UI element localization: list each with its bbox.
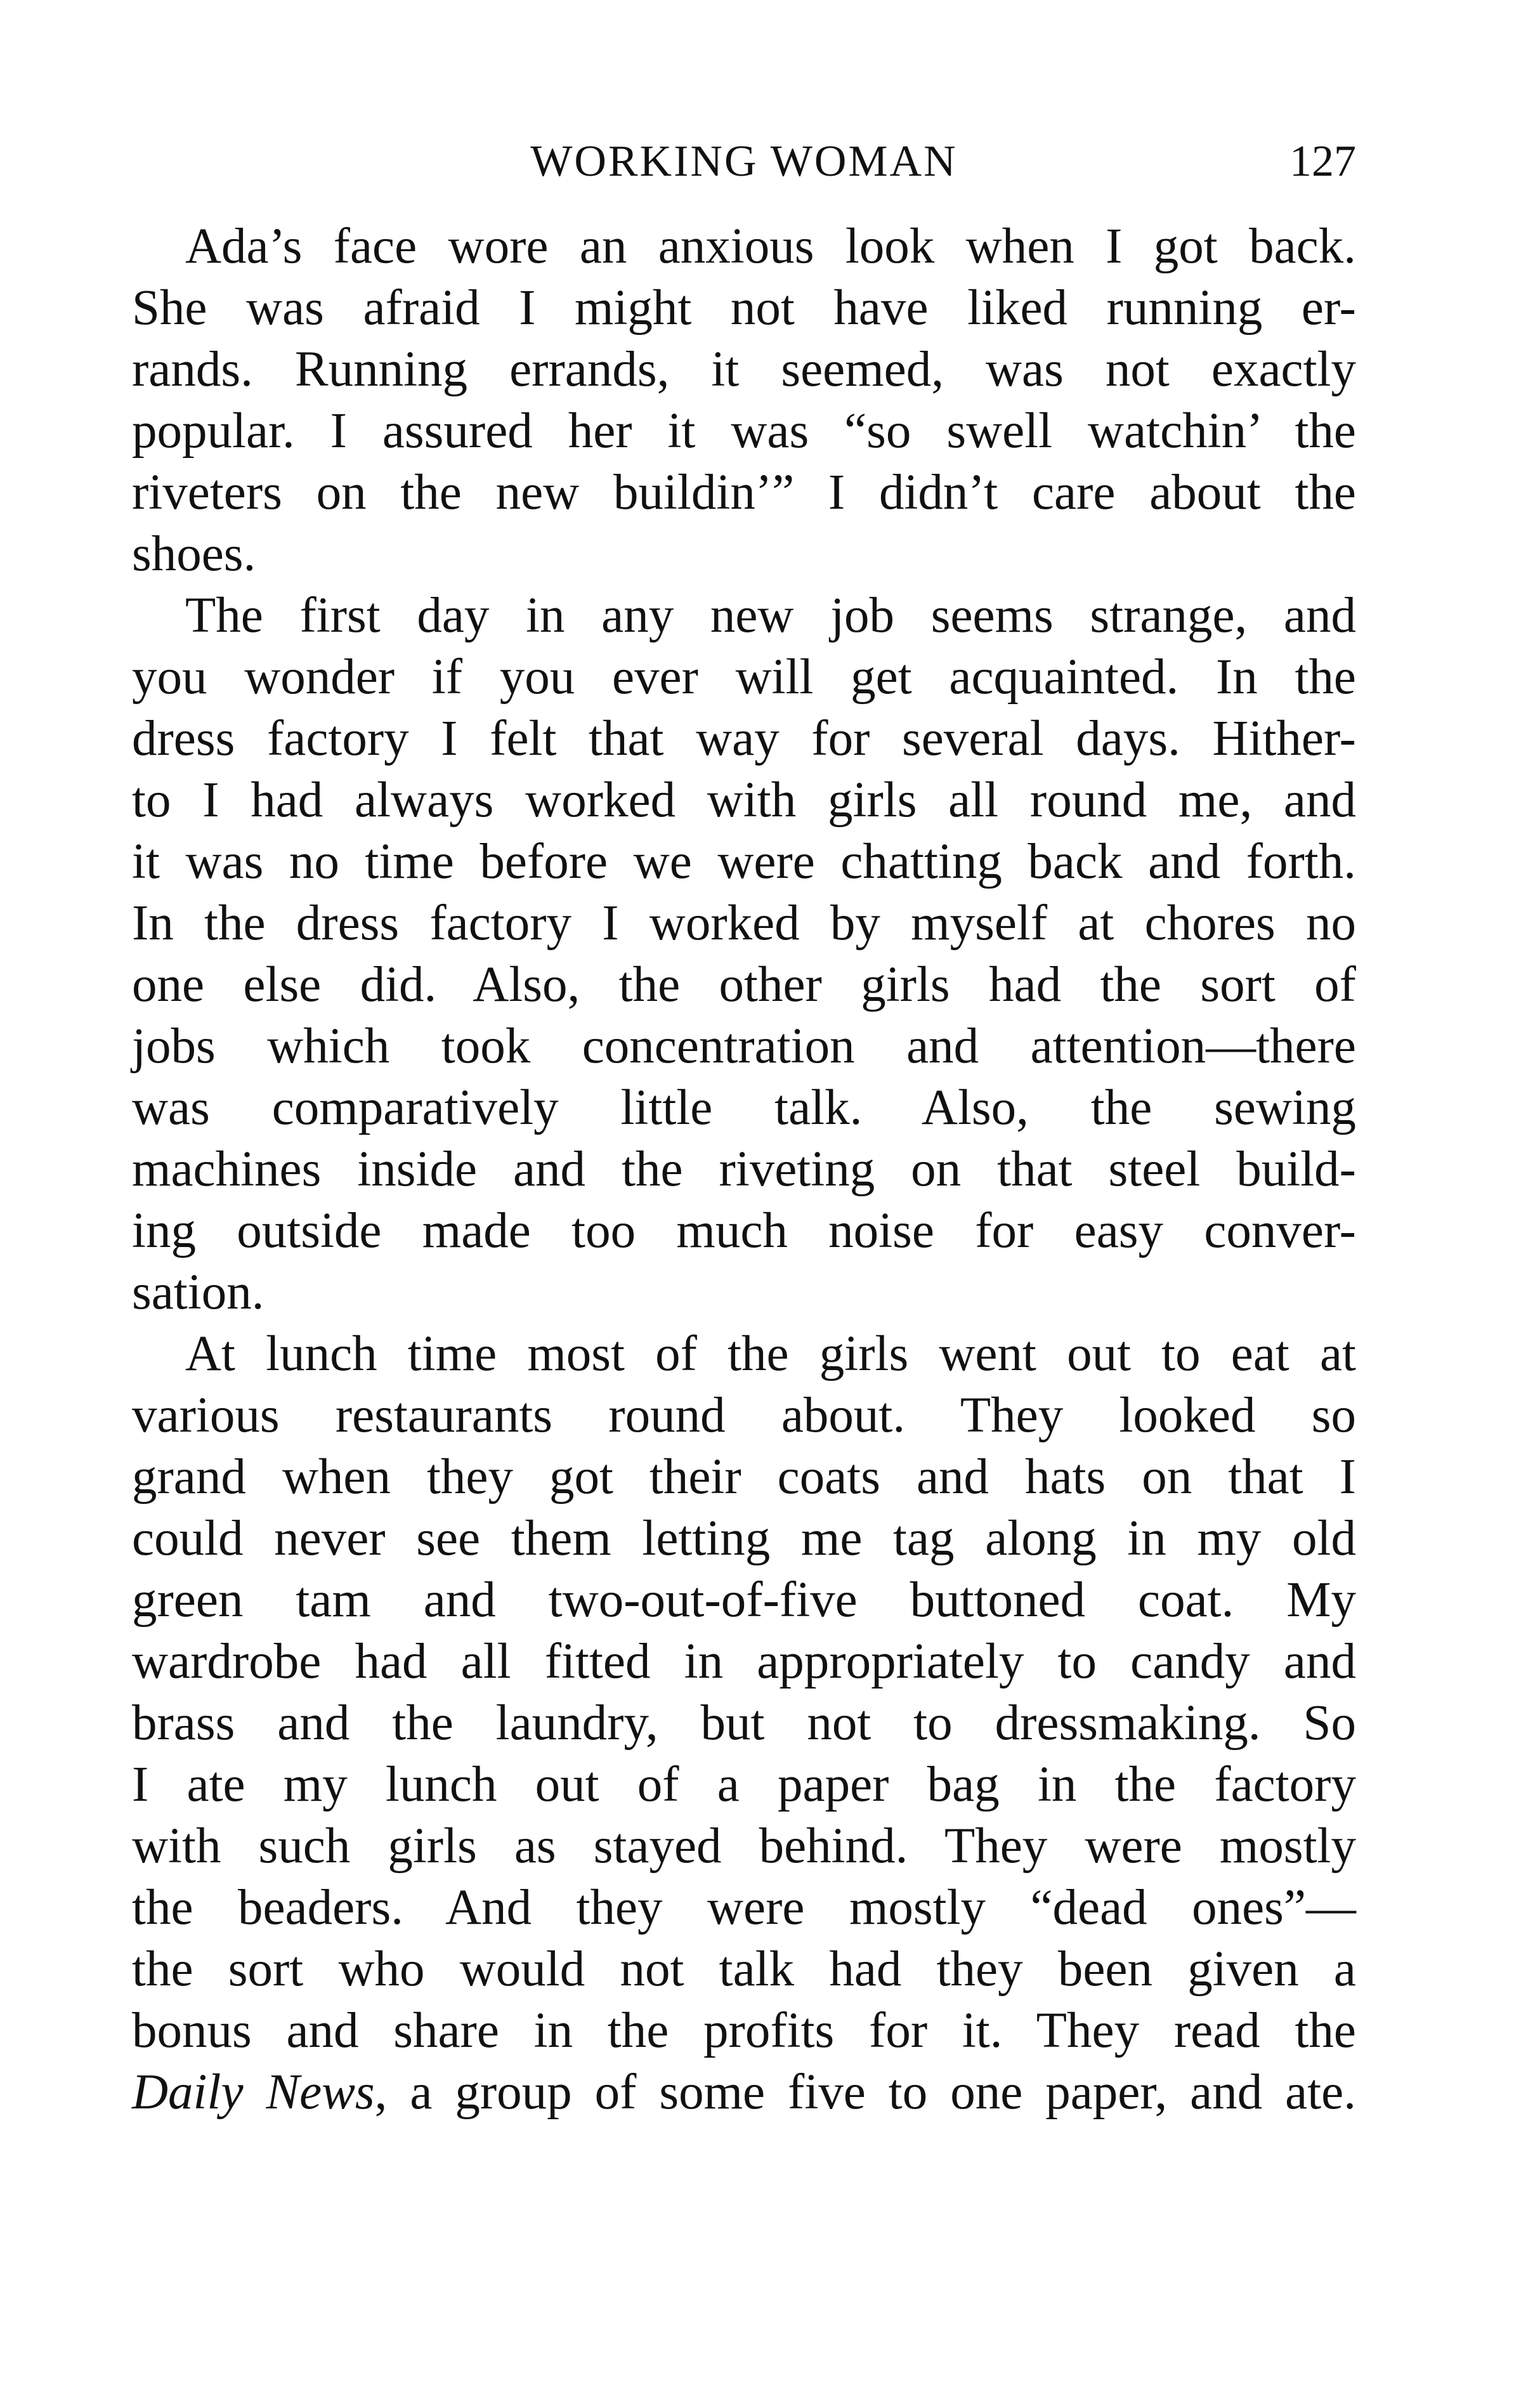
text-line: with such girls as stayed behind. They were mostly	[132, 1819, 1356, 1874]
text-line: wardrobe had all fitted in appropriately to candy and	[132, 1634, 1356, 1689]
text-line: bonus and share in the profits for it. They read the	[132, 2003, 1356, 2058]
body-text	[132, 216, 1356, 2123]
text-line: The first day in any new job seems strange, and	[185, 588, 1356, 643]
running-title: WORKING WOMAN	[530, 137, 958, 186]
text-line: riveters on the new buildin’” I didn’t care about the	[132, 465, 1356, 520]
text-line: In the dress factory I worked by myself at chores no	[132, 896, 1356, 951]
text-line: rands. Running errands, it seemed, was not exactly	[132, 342, 1356, 397]
final-line-text: , a group of some five to one paper, and ate.	[374, 2065, 1356, 2120]
text-line: was comparatively little talk. Also, the sewing	[132, 1080, 1356, 1135]
text-line: you wonder if you ever will get acquainted. In the	[132, 650, 1356, 705]
text-line: dress factory I felt that way for several days. Hither-	[132, 711, 1356, 766]
text-line: it was no time before we were chatting back and forth.	[132, 834, 1356, 889]
text-line: brass and the laundry, but not to dressmaking. So	[132, 1695, 1356, 1751]
text-line: ing outside made too much noise for easy conver-	[132, 1203, 1356, 1258]
text-line: the sort who would not talk had they been given a	[132, 1942, 1356, 1997]
text-line: could never see them letting me tag along in my old	[132, 1511, 1356, 1566]
text-line: sation.	[132, 1265, 264, 1320]
text-line: At lunch time most of the girls went out to eat at	[185, 1326, 1356, 1382]
text-line: Ada’s face wore an anxious look when I got back.	[185, 219, 1356, 274]
text-line: machines inside and the riveting on that steel build-	[132, 1142, 1356, 1197]
text-line: one else did. Also, the other girls had the sort of	[132, 957, 1356, 1012]
running-head	[132, 130, 1356, 193]
text-line: grand when they got their coats and hats on that I	[132, 1449, 1356, 1505]
final-text-line	[132, 2061, 1356, 2123]
text-line: She was afraid I might not have liked running er-	[132, 280, 1356, 336]
text-line: I ate my lunch out of a paper bag in the factory	[132, 1757, 1356, 1812]
page-number: 127	[1289, 137, 1356, 186]
text-line: to I had always worked with girls all round me, and	[132, 773, 1356, 828]
text-line: various restaurants round about. They looked so	[132, 1388, 1356, 1443]
text-line: the beaders. And they were mostly “dead ones”—	[132, 1880, 1356, 1935]
text-line: shoes.	[132, 526, 256, 582]
text-line: popular. I assured her it was “so swell watchin’ the	[132, 403, 1356, 459]
text-line: green tam and two-out-of-five buttoned coat. My	[132, 1572, 1356, 1628]
text-line: jobs which took concentration and attention—there	[132, 1019, 1356, 1074]
newspaper-title: Daily News	[132, 2065, 375, 2120]
